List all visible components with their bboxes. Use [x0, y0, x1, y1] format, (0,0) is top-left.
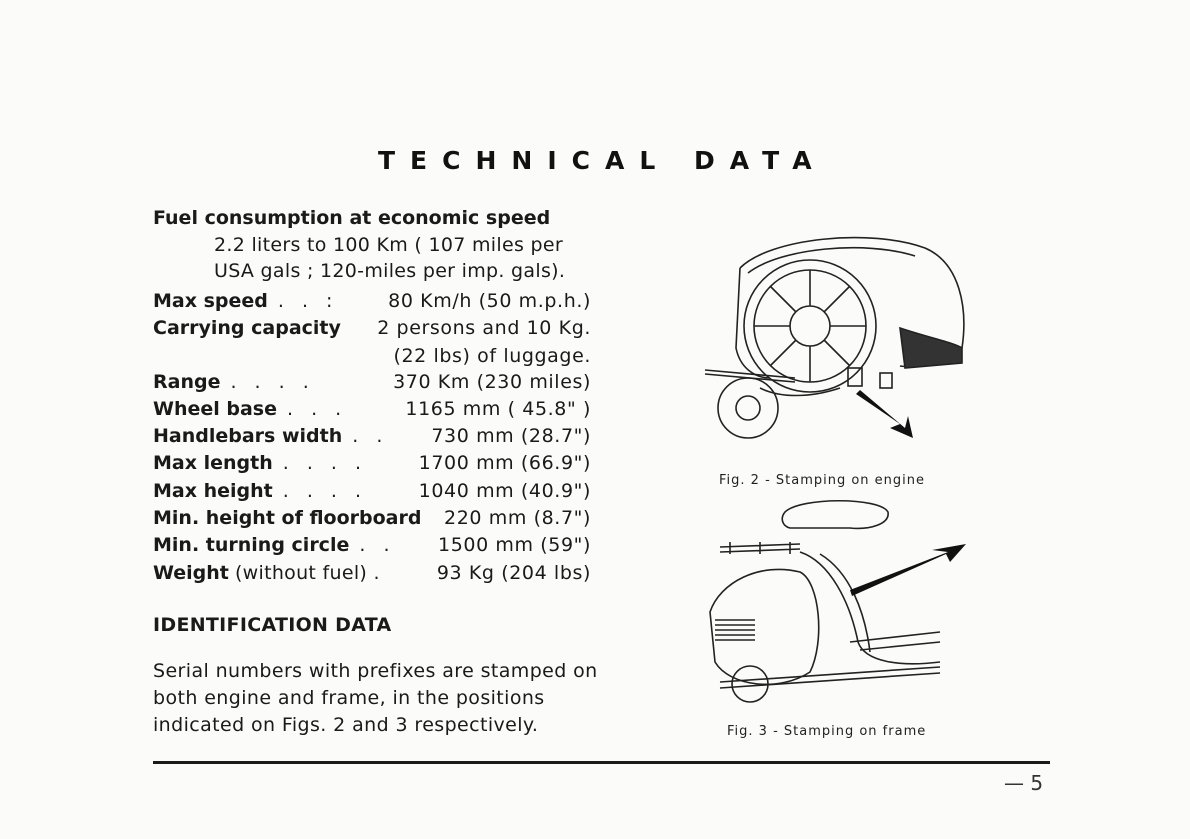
spec-value: 730 mm (28.7") — [431, 425, 591, 448]
fuel-consumption-label: Fuel consumption at economic speed — [153, 207, 551, 229]
leader-dots: . . . . — [282, 479, 368, 502]
leader-dots: . . — [359, 534, 396, 557]
spec-row-max-speed — [153, 288, 593, 315]
spec-row-weight — [153, 560, 593, 587]
spec-row-handlebars-width — [153, 423, 593, 450]
spec-label: Max speed — [153, 290, 268, 312]
spec-label: Wheel base — [153, 397, 278, 420]
leader-dots: . . : — [277, 290, 339, 312]
figure-3-caption: Fig. 3 - Stamping on frame — [727, 724, 927, 739]
spec-label: Handlebars width — [153, 425, 343, 448]
fuel-line-2: USA gals ; 120-miles per imp. gals). — [214, 260, 566, 282]
spec-value: 93 Kg (204 lbs) — [436, 561, 591, 584]
spec-value: 220 mm (8.7") — [444, 507, 591, 530]
spec-row-floorboard-height — [153, 505, 593, 532]
spec-label: Min. turning circle — [153, 534, 350, 557]
footer-rule — [153, 761, 1050, 764]
figure-2-caption: Fig. 2 - Stamping on engine — [719, 473, 926, 488]
spec-row-wheel-base — [153, 396, 593, 423]
spec-value: 370 Km (230 miles) — [393, 370, 591, 393]
spec-value: 1700 mm (66.9") — [418, 452, 591, 475]
leader-dots: . . . — [287, 397, 348, 420]
spec-value: 1500 mm (59") — [438, 534, 591, 557]
identification-text: Serial numbers with prefixes are stamped on both engine and frame, in the positions indicated on Figs. 2 and 3 respectively. — [153, 660, 598, 736]
spec-label: Carrying capacity — [153, 317, 341, 340]
spec-label: Min. height of floorboard — [153, 507, 422, 530]
spec-label: Max height — [153, 479, 273, 502]
spec-value: 80 Km/h (50 m.p.h.) — [388, 290, 591, 312]
fuel-line-1: 2.2 liters to 100 Km ( 107 miles per — [214, 234, 563, 256]
carrying-capacity-continued: (22 lbs) of luggage. — [393, 344, 591, 367]
spec-row-carrying-capacity — [153, 315, 593, 342]
leader-dots: . . — [352, 425, 389, 448]
spec-row-max-length — [153, 450, 593, 477]
leader-dots: . . . . — [230, 370, 315, 393]
spec-row-turning-circle — [153, 532, 593, 559]
engine-illustration — [700, 228, 970, 448]
spec-label: Weight — [153, 561, 229, 584]
spec-label: Range — [153, 370, 221, 393]
spec-row-max-height — [153, 478, 593, 505]
spec-value: 1165 mm ( 45.8" ) — [405, 397, 591, 420]
spec-label: Max length — [153, 452, 273, 475]
fuel-consumption-value — [214, 232, 593, 284]
page-number: — 5 — [1004, 771, 1044, 795]
frame-illustration — [700, 492, 970, 714]
technical-specs — [153, 204, 593, 587]
spec-row-range — [153, 369, 593, 396]
page-title: TECHNICAL DATA — [378, 146, 827, 175]
identification-heading: IDENTIFICATION DATA — [153, 614, 392, 636]
spec-qualifier: (without fuel) . — [234, 561, 380, 584]
spec-value: 1040 mm (40.9") — [418, 479, 591, 502]
spec-value: 2 persons and 10 Kg. — [377, 317, 591, 340]
leader-dots: . . . . — [282, 452, 368, 475]
